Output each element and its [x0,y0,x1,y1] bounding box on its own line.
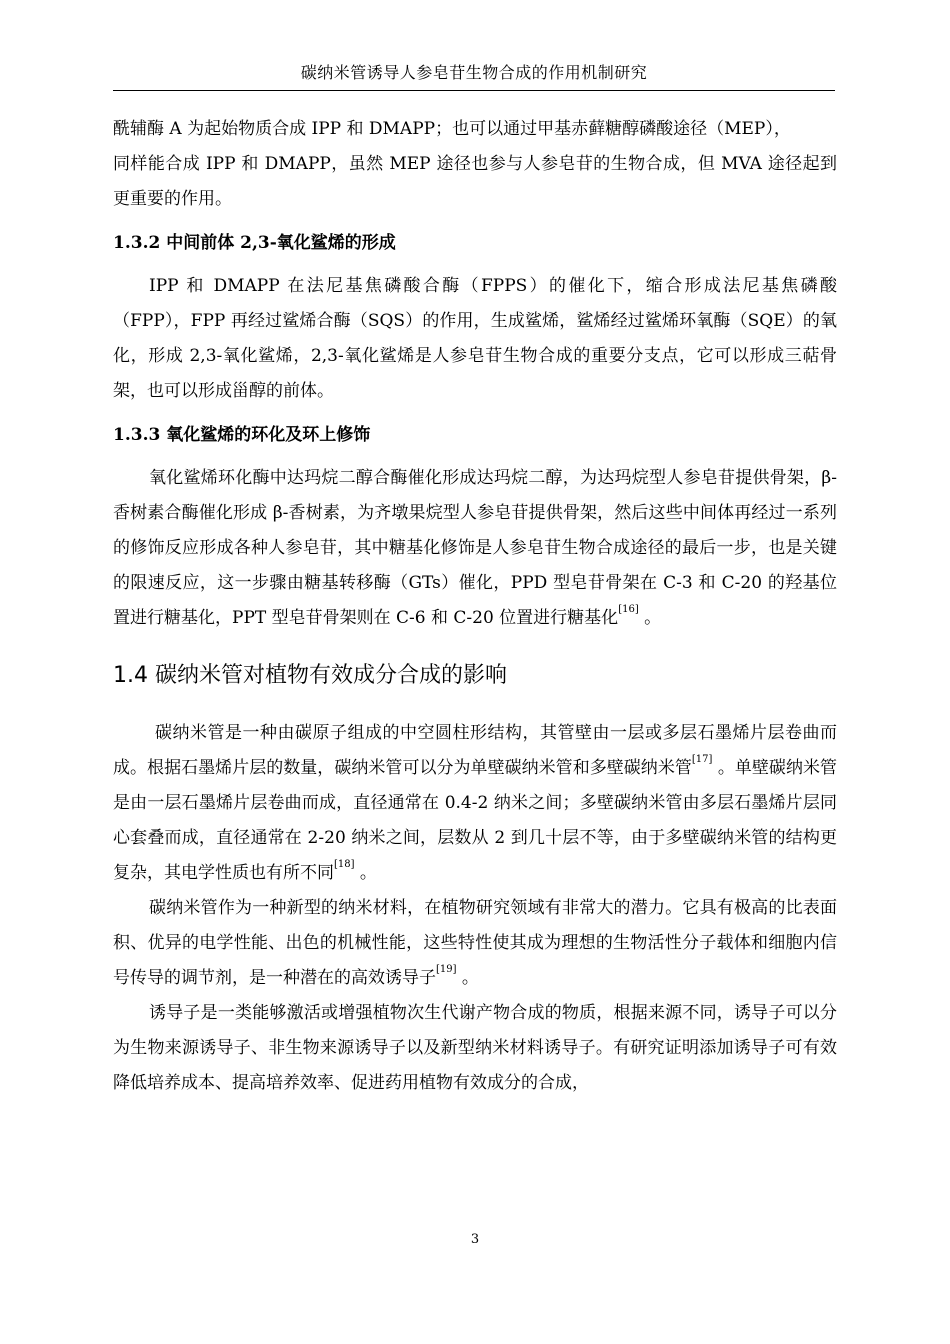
paragraph-mep-pathway: 同样能合成 IPP 和 DMAPP，虽然 MEP 途径也参与人参皂苷的生物合成，但 MVA 途径起到更重要的作用。 [113,154,837,209]
paragraph-text: 氧化鲨烯环化酶中达玛烷二醇合酶催化形成达玛烷二醇，为达玛烷型人参皂苷提供骨架，β-香树素合酶催化形成 β-香树素，为齐墩果烷型人参皂苷提供骨架，然后这些中间体再经过一系列的修饰反应形成各种人参皂苷，其中糖基化修饰是人参皂苷生物合成途径的最后一步，也是关键的限速反应，这一步骤由糖基转移酶（GTs）催化，PPD 型皂苷骨架在 C-3 和 C-20 的羟基位置进行糖基化，PPT 型皂苷骨架则在 C-6 和 C-20 位置进行糖基化 [113,468,837,628]
paragraph-text: 碳纳米管是一种由碳原子组成的中空圆柱形结构，其管壁由一层或多层石墨烯片层卷曲而成。根据石墨烯片层的数量，碳纳米管可以分为单壁碳纳米管和多壁碳纳米管 [113,723,837,778]
heading-1-4: 1.4 碳纳米管对植物有效成分合成的影响 [113,663,507,688]
paragraph-end: 。 [354,863,377,883]
page-header [113,58,835,91]
page-number: 3 [470,1232,480,1247]
paragraph-cyclization-modification [113,461,837,636]
paragraph-elicitors: 诱导子是一类能够激活或增强植物次生代谢产物合成的物质，根据来源不同，诱导子可以分为生物来源诱导子、非生物来源诱导子以及新型纳米材料诱导子。有研究证明添加诱导子可有效降低培养成本、提高培养效率、促进药用植物有效成分的合成， [113,1003,837,1093]
paragraph-text: 碳纳米管作为一种新型的纳米材料，在植物研究领域有非常大的潜力。它具有极高的比表面积、优异的电学性能、出色的机械性能，这些特性使其成为理想的生物活性分子载体和细胞内信号传导的调节剂，是一种潜在的高效诱导子 [113,898,837,988]
citation-ref: [17] [691,754,713,765]
paragraph-cnt-structure [113,716,837,891]
citation-ref: [19] [436,964,457,975]
header-title: 碳纳米管诱导人参皂苷生物合成的作用机制研究 [300,63,648,82]
heading-1-3-2: 1.3.2 中间前体 2,3-氧化鲨烯的形成 [113,233,396,253]
paragraph-end: 。 [638,608,662,628]
paragraph-oxidosqualene-formation: IPP 和 DMAPP 在法尼基焦磷酸合酶（FPPS）的催化下，缩合形成法尼基焦磷酸（FPP），FPP 再经过鲨烯合酶（SQS）的作用，生成鲨烯，鲨烯经过鲨烯环氧酶（SQE）的氧化，形成 2,3-氧化鲨烯，2,3-氧化鲨烯是人参皂苷生物合成的重要分支点，它可以形成三萜骨架，也可以形成甾醇的前体。 [113,276,837,401]
paragraph-mva-continuation: 酰辅酶 A 为起始物质合成 IPP 和 DMAPP；也可以通过甲基赤藓糖醇磷酸途径（MEP）， [113,119,791,139]
paragraph-cnt-potential [113,891,837,996]
citation-ref: [16] [618,604,639,615]
heading-1-3-3: 1.3.3 氧化鲨烯的环化及环上修饰 [113,425,371,445]
paragraph-text: 。单壁碳纳米管是由一层石墨烯片层卷曲而成，直径通常在 0.4-2 纳米之间；多壁碳纳米管由多层石墨烯片层同心套叠而成，直径通常在 2-20 纳米之间，层数从 2 到几十层不等，由于多壁碳纳米管的结构更复杂，其电学性质也有所不同 [113,758,838,883]
document-body [113,112,837,1101]
citation-ref: [18] [334,859,355,870]
paragraph-end: 。 [456,968,479,988]
